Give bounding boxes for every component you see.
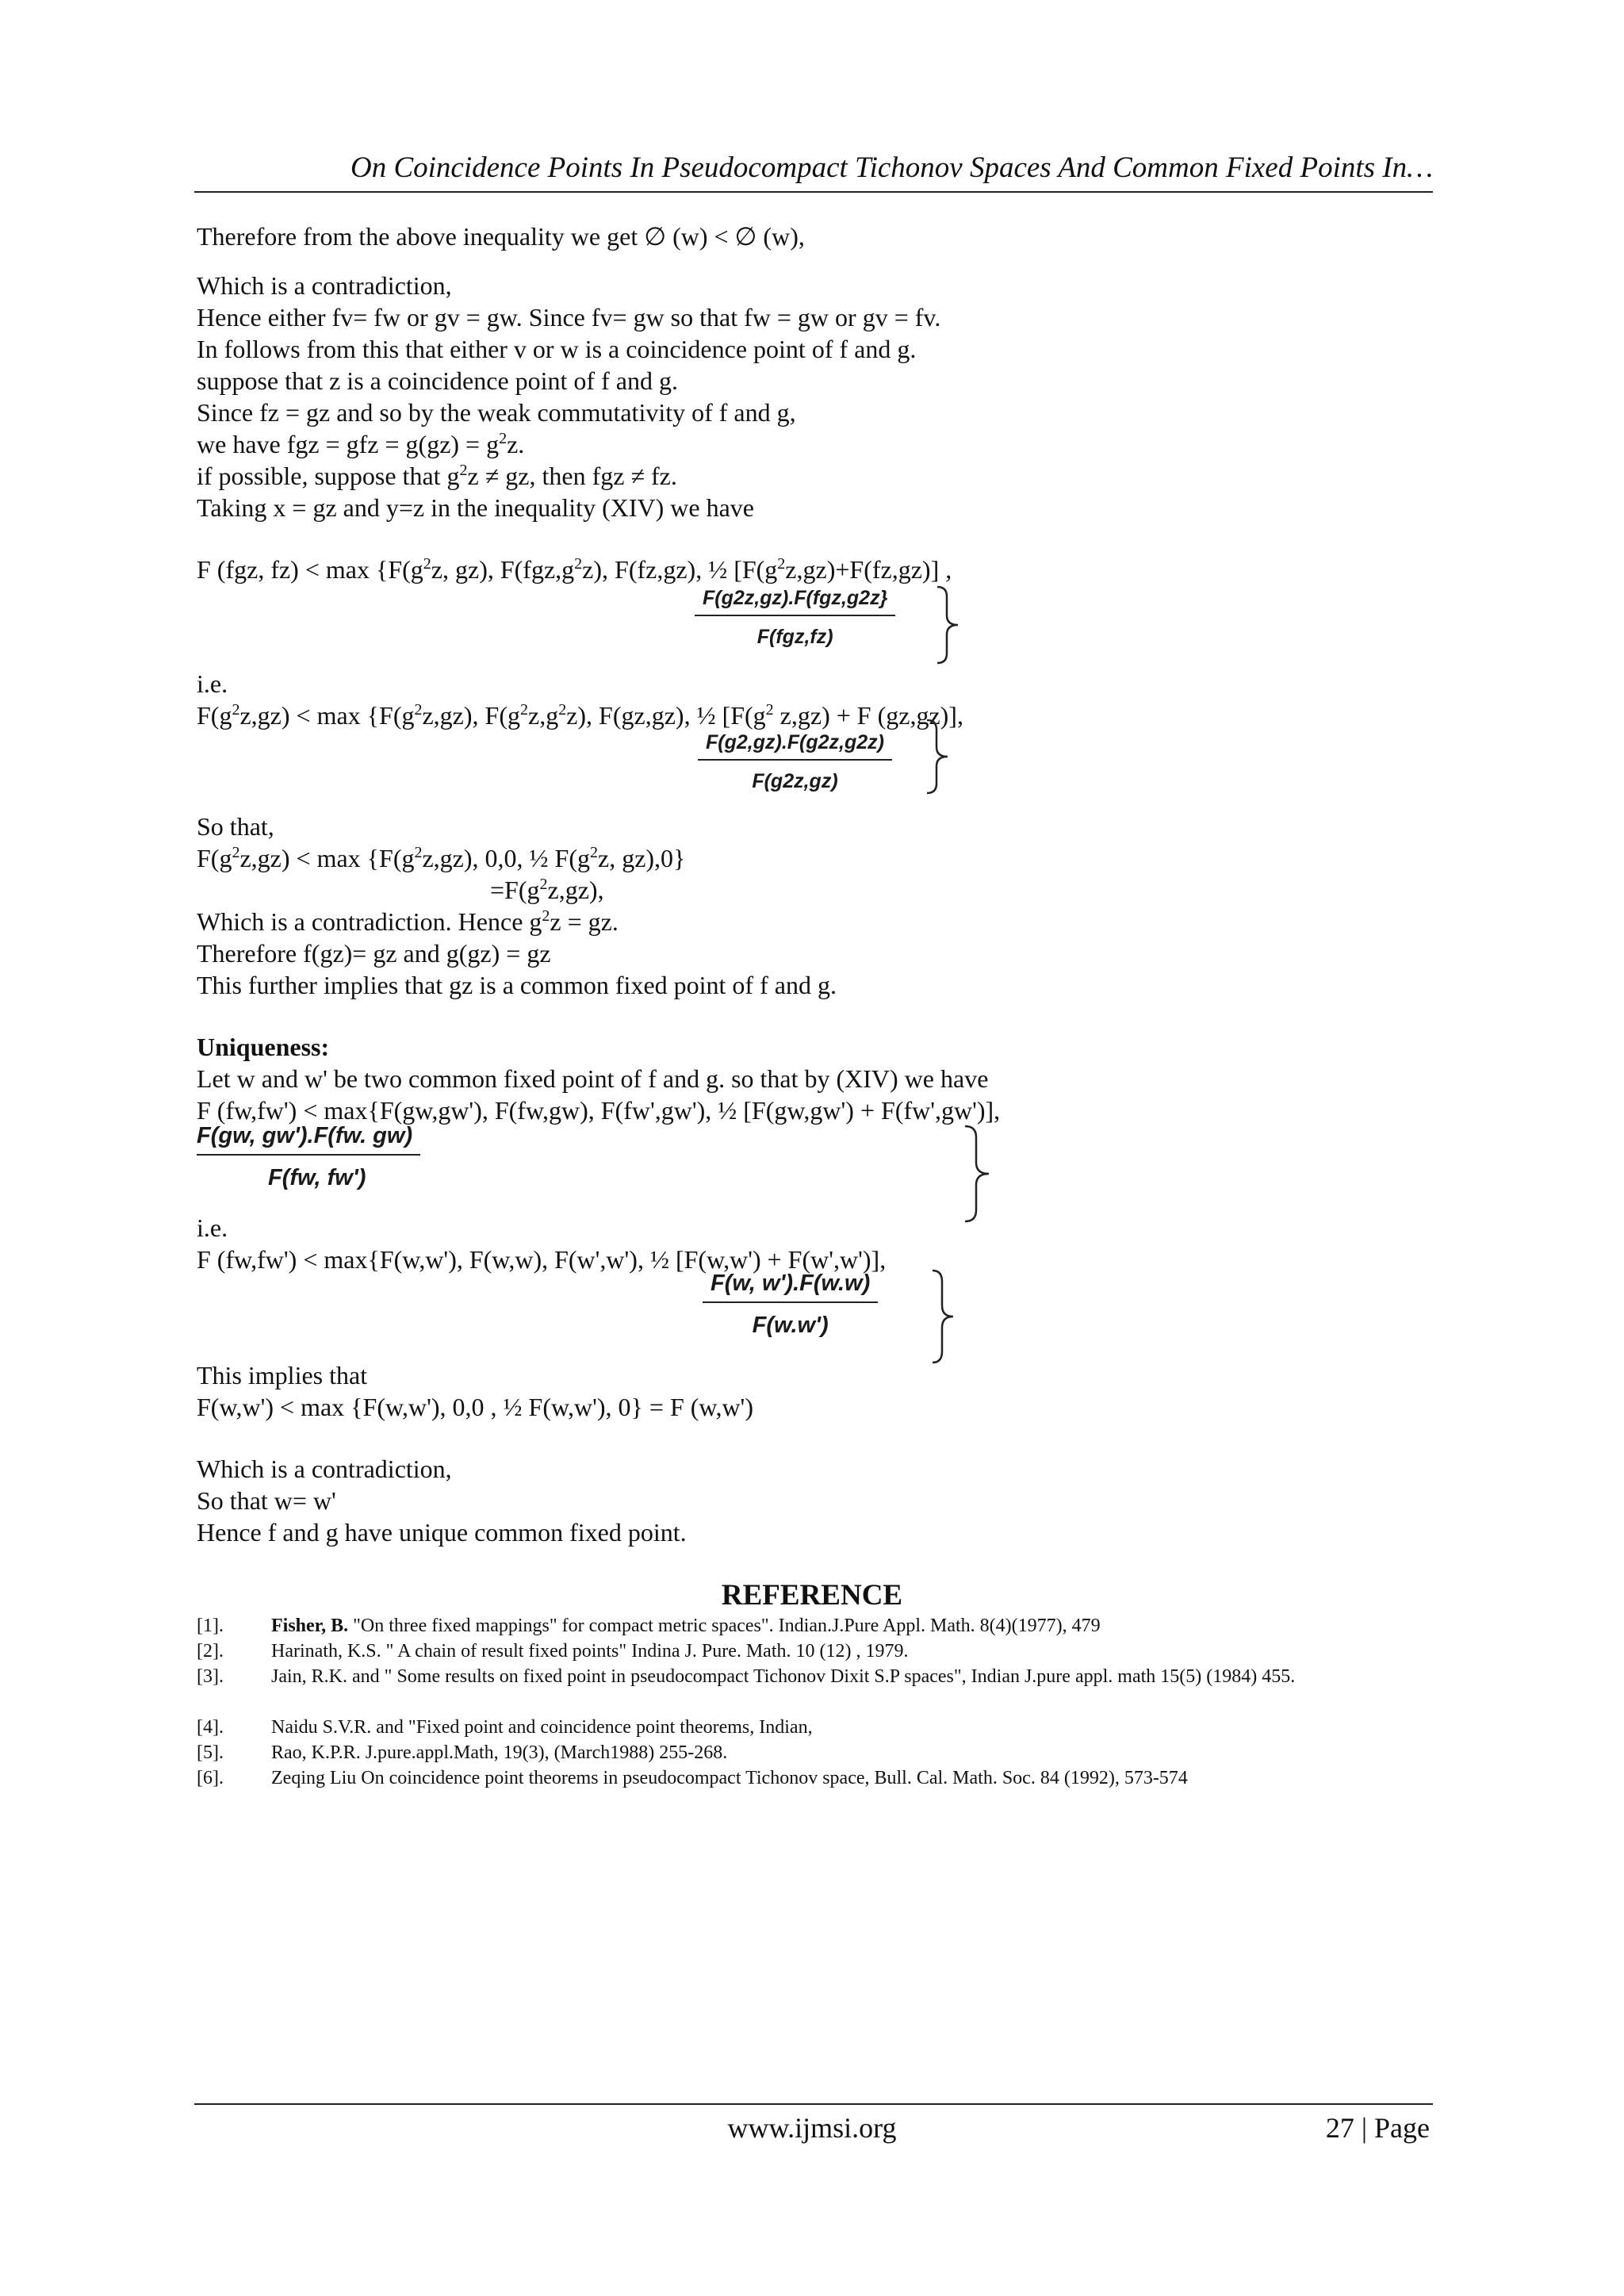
- fraction-term: F(g2z,gz).F(fgz,g2z} F(fgz,fz): [695, 587, 895, 649]
- closing-brace: [929, 1269, 958, 1364]
- text-line: i.e.: [197, 669, 228, 698]
- equation-line: F (fgz, $fz) < \max \{F(g^2z$, gz), $F(fgz,g^2z)$, F(fz,gz), ½ $[F(g^2z,gz)+F(fz,gz)]$ ,: [197, 555, 952, 584]
- header-rule: [194, 191, 1433, 193]
- text-line: In follows from this that either v or w is a coincidence point of f and g.: [197, 335, 917, 363]
- text-line: Which is a contradiction. Hence $g^2z$ = gz.: [197, 907, 619, 936]
- page-number: 27 | Page: [1325, 2112, 1430, 2144]
- reference-number: [4].: [197, 1717, 224, 1738]
- equation-line: F(w,w') < max {F(w,w'), 0,0 , ½ F(w,w'), 0} = F (w,w'): [197, 1393, 753, 1421]
- closing-brace: [924, 719, 952, 795]
- text-line: Therefore from the above inequality we get ∅ (w) < ∅ (w),: [197, 222, 805, 251]
- text-line: Taking x = gz and y=z in the inequality (XIV) we have: [197, 493, 754, 522]
- reference-entry: Jain, R.K. and " Some results on fixed point in pseudocompact Tichonov Dixit S.P spaces", Indian J.pure appl. math 15(5) (1984) 455.: [271, 1666, 1296, 1687]
- reference-number: [2].: [197, 1641, 224, 1662]
- text-line: So that w= w': [197, 1486, 336, 1515]
- equation-line: $F(g^2z,gz) < \max \{F(g^2z,gz)$, 0,0, ½ $F(g^2z$, gz),0}: [197, 844, 686, 872]
- text-line: This further implies that gz is a common fixed point of f and g.: [197, 971, 837, 999]
- closing-brace: [934, 585, 963, 665]
- text-line: Which is a contradiction,: [197, 1455, 452, 1483]
- reference-number: [1].: [197, 1616, 224, 1636]
- reference-entry: Harinath, K.S. " A chain of result fixed points" Indina J. Pure. Math. 10 (12) , 1979.: [271, 1641, 909, 1662]
- equation-line: F (fw,fw') < max{F(gw,gw'), F(fw,gw), F(fw',gw'), ½ [F(gw,gw') + F(fw',gw')],: [197, 1096, 1001, 1125]
- text-line: Therefore f(gz)= gz and g(gz) = gz: [197, 939, 551, 968]
- text-line: This implies that: [197, 1361, 368, 1389]
- reference-entry: Rao, K.P.R. J.pure.appl.Math, 19(3), (March1988) 255-268.: [271, 1742, 728, 1763]
- reference-number: [3].: [197, 1666, 224, 1687]
- equation-line: $F(g^2z,gz) < \max \{F(g^2z,gz)$, $F(g^2z,g^2z)$, F(gz,gz), ½ [$F(g^2$ z,gz) + F (gz,gz)],: [197, 701, 963, 730]
- equation-line: $=F(g^2z,gz)$,: [490, 876, 604, 904]
- reference-number: [5].: [197, 1742, 224, 1763]
- references-heading: REFERENCE: [721, 1579, 903, 1612]
- fraction-term: $\frac{F(w, w').F(w.w)}{F(w.w')}$: [703, 1271, 878, 1339]
- reference-entry: Zeqing Liu On coincidence point theorems in pseudocompact Tichonov space, Bull. Cal. Math. Soc. 84 (1992), 573-574: [271, 1768, 1188, 1788]
- text-line: Hence f and g have unique common fixed point.: [197, 1518, 687, 1547]
- text-line: we have fgz = gfz = $g(gz) = g^2z$.: [197, 430, 525, 458]
- footer-rule: [194, 2103, 1433, 2105]
- reference-entry: Naidu S.V.R. and "Fixed point and coincidence point theorems, Indian,: [271, 1717, 813, 1738]
- running-header: On Coincidence Points In Pseudocompact Tichonov Spaces And Common Fixed Points In…: [350, 151, 1433, 184]
- text-line: Since fz = gz and so by the weak commutativity of f and g,: [197, 398, 796, 427]
- fraction-term: $\frac{F(g2,gz).F(g2z,g2z)}{F(g2z,gz)}$: [698, 731, 892, 793]
- equation-line: F (fw,fw') < max{F(w,w'), F(w,w), F(w',w'), ½ [F(w,w') + F(w',w')],: [197, 1245, 887, 1274]
- closing-brace: [962, 1125, 994, 1223]
- section-heading: Uniqueness:: [197, 1033, 330, 1061]
- text-line: Which is a contradiction,: [197, 271, 452, 300]
- text-line: if possible, suppose that $g^2z$ ≠ gz, then fgz ≠ fz.: [197, 462, 677, 490]
- fraction-term: $\frac{F(gw, gw').F(fw. gw)}{F(fw, fw')}$: [197, 1123, 420, 1191]
- text-line: So that,: [197, 812, 274, 841]
- text-line: Hence either fv= fw or gv = gw. Since fv= gw so that fw = gw or gv = fv.: [197, 303, 941, 332]
- reference-number: [6].: [197, 1768, 224, 1788]
- text-line: Let w and w' be two common fixed point of f and g. so that by (XIV) we have: [197, 1064, 989, 1093]
- reference-entry: Fisher, B. "On three fixed mappings" for compact metric spaces". Indian.J.Pure Appl. Math. 8(4)(1977), 479: [271, 1616, 1101, 1636]
- journal-website: www.ijmsi.org: [727, 2112, 897, 2144]
- text-line: i.e.: [197, 1213, 228, 1242]
- text-line: suppose that z is a coincidence point of f and g.: [197, 366, 678, 395]
